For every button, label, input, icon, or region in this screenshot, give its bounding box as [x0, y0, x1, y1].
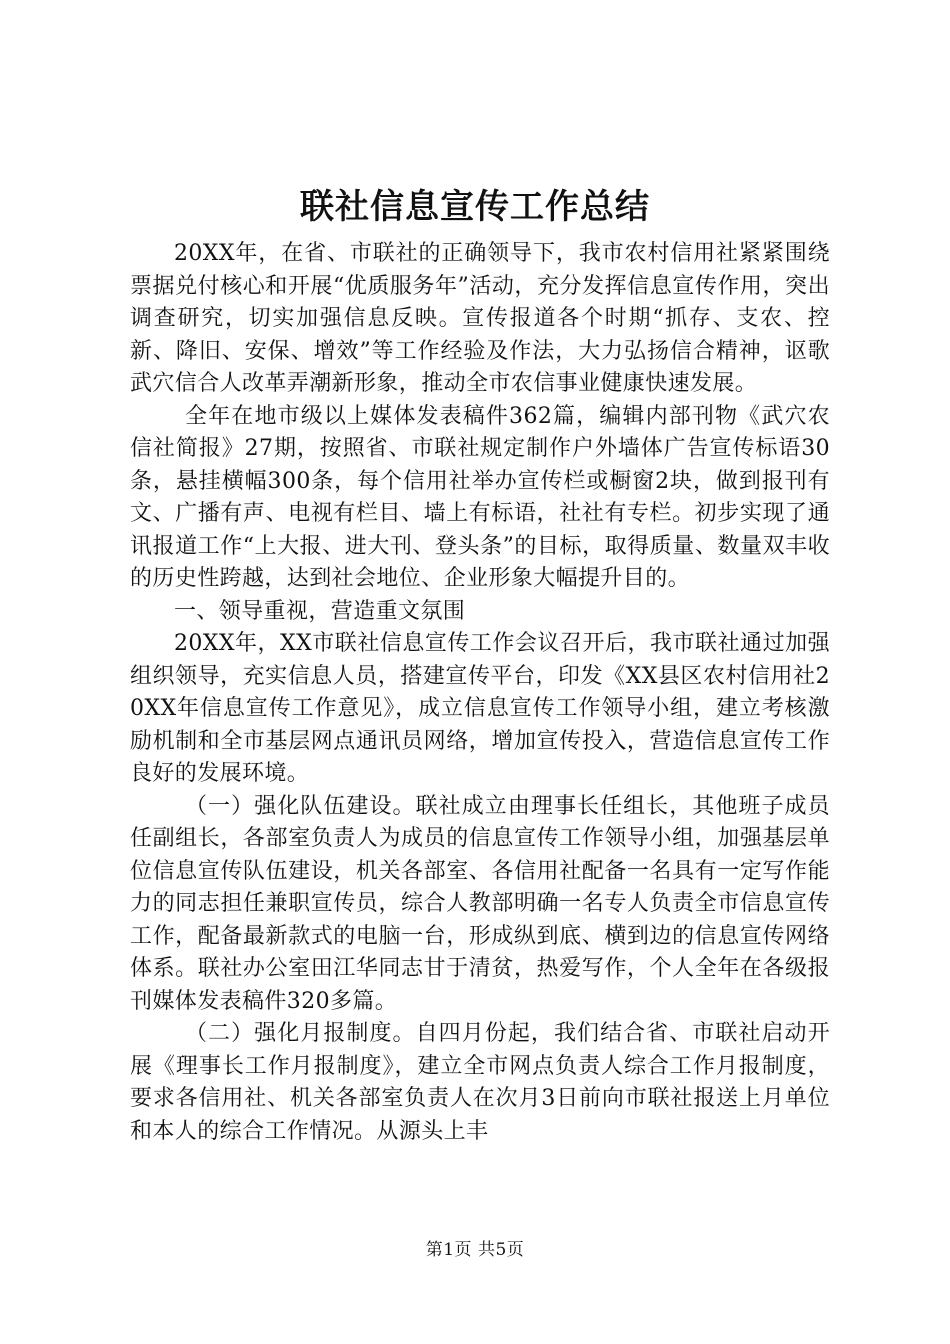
document-body: [130, 238, 830, 1148]
paragraph-section-1: 20XX年，XX市联社信息宣传工作会议召开后，我市联社通过加强组织领导，充实信息人员，搭建宣传平台，印发《XX县区农村信用社20XX年信息宣传工作意见》，成立信息宣传工作领导小组，建立考核激励机制和全市基层网点通讯员网络，增加宣传投入，营造信息宣传工作良好的发展环境。: [130, 631, 830, 786]
paragraph-subsection-1: （一）强化队伍建设。联社成立由理事长任组长，其他班子成员任副组长，各部室负责人为成员的信息宣传工作领导小组，加强基层单位信息宣传队伍建设，机关各部室、各信用社配备一名具有一定写作能力的同志担任兼职宣传员，综合人教部明确一名专人负责全市信息宣传工作，配备最新款式的电脑一台，形成纵到底、横到边的信息宣传网络体系。联社办公室田江华同志甘于清贫，热爱写作，个人全年在各级报刊媒体发表稿件320多篇。: [130, 793, 830, 1014]
document-title: 联社信息宣传工作总结: [300, 187, 650, 227]
page-number: 第1页 共5页: [425, 1240, 525, 1260]
paragraph-subsection-2: （二）强化月报制度。自四月份起，我们结合省、市联社启动开展《理事长工作月报制度》，建立全市网点负责人综合工作月报制度，要求各信用社、机关各部室负责人在次月3日前向市联社报送上月单位和本人的综合工作情况。从源头上丰: [130, 1021, 830, 1144]
section-heading-1: 一、领导重视，营造重文氛围: [174, 598, 466, 624]
paragraph-intro: 20XX年，在省、市联社的正确领导下，我市农村信用社紧紧围绕票据兑付核心和开展“优质服务年”活动，充分发挥信息宣传作用，突出调查研究，切实加强信息反映。宣传报道各个时期“抓存、支农、控新、降旧、安保、增效”等工作经验及作法，大力弘扬信合精神，讴歌武穴信合人改革弄潮新形象，推动全市农信事业健康快速发展。: [130, 241, 830, 396]
paragraph-summary: 全年在地市级以上媒体发表稿件362篇，编辑内部刊物《武穴农信社简报》27期，按照省、市联社规定制作户外墙体广告宣传标语30条，悬挂横幅300条，每个信用社举办宣传栏或橱窗2块，做到报刊有文、广播有声、电视有栏目、墙上有标语，社社有专栏。初步实现了通讯报道工作“上大报、进大刊、登头条”的目标，取得质量、数量双丰收的历史性跨越，达到社会地位、企业形象大幅提升目的。: [130, 403, 830, 591]
